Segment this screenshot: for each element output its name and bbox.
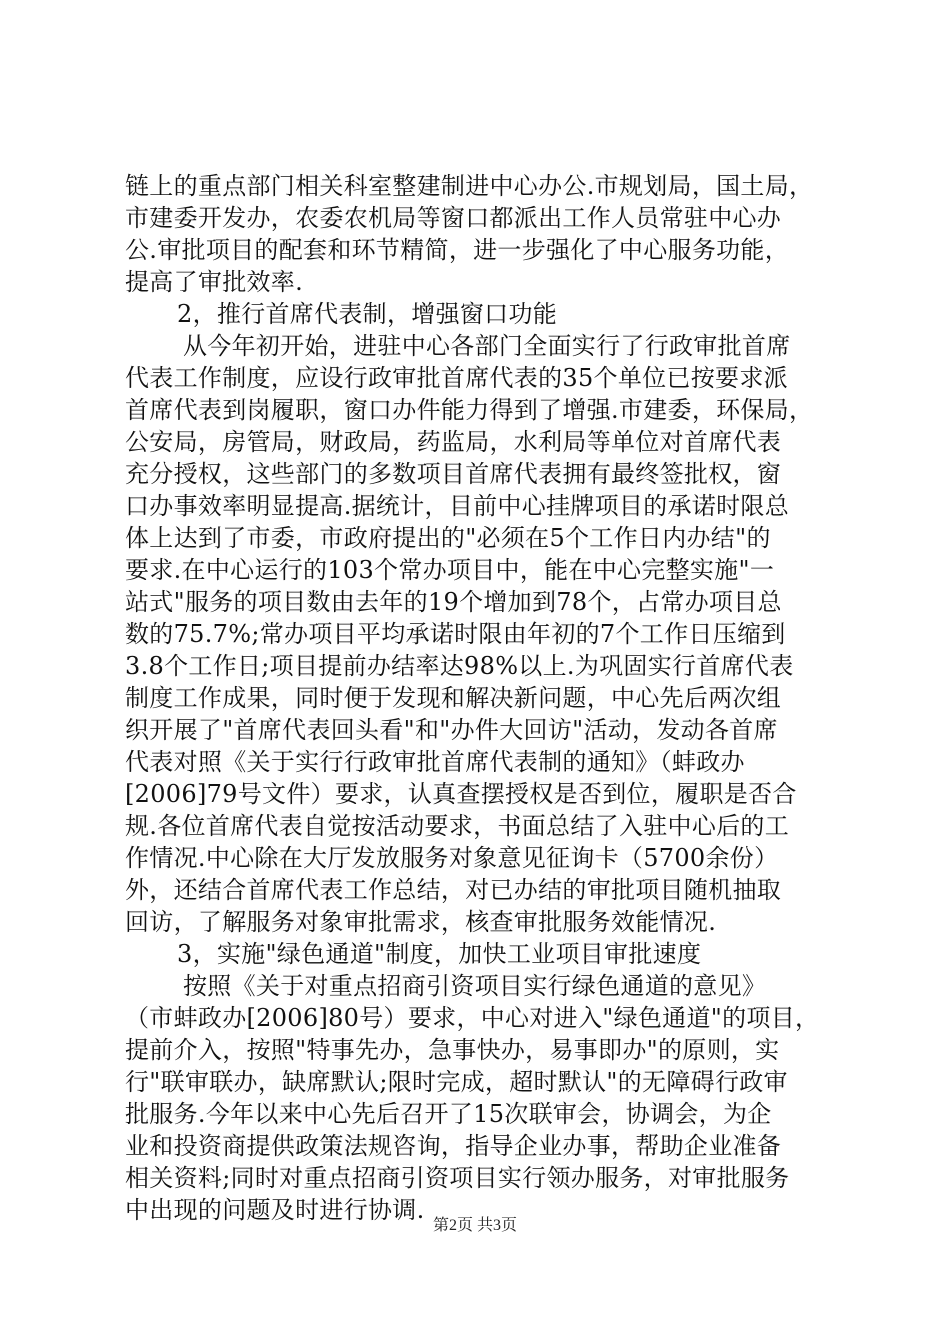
page-number-footer: 第2页 共3页 xyxy=(432,1217,517,1234)
text-line: 公安局，房管局，财政局，药监局，水利局等单位对首席代表 xyxy=(125,428,782,456)
text-line: 织开展了"首席代表回头看"和"办件大回访"活动，发动各首席 xyxy=(125,716,778,744)
text-line: 代表工作制度，应设行政审批首席代表的35个单位已按要求派 xyxy=(125,364,788,392)
text-line: 站式"服务的项目数由去年的19个增加到78个，占常办项目总 xyxy=(125,588,782,616)
text-line: [2006]79号文件）要求，认真查摆授权是否到位，履职是否合 xyxy=(125,780,797,808)
text-line: 提高了审批效率. xyxy=(125,268,304,296)
text-line: 提前介入，按照"特事先办，急事快办，易事即办"的原则，实 xyxy=(125,1036,780,1064)
paragraph-first-line: 按照《关于对重点招商引资项目实行绿色通道的意见》 xyxy=(183,972,767,1000)
text-line: 3.8个工作日;项目提前办结率达98%以上.为巩固实行首席代表 xyxy=(125,652,794,680)
section-heading: 2，推行首席代表制，增强窗口功能 xyxy=(177,300,558,328)
section-heading: 3，实施"绿色通道"制度，加快工业项目审批速度 xyxy=(177,940,702,968)
text-line: 行"联审联办，缺席默认;限时完成，超时默认"的无障碍行政审 xyxy=(125,1068,788,1096)
text-line: 充分授权，这些部门的多数项目首席代表拥有最终签批权，窗 xyxy=(125,460,782,488)
document-body xyxy=(125,170,835,1226)
text-line: 体上达到了市委，市政府提出的"必须在5个工作日内办结"的 xyxy=(125,524,771,552)
text-line: 公.审批项目的配套和环节精简，进一步强化了中心服务功能， xyxy=(125,236,790,264)
text-line: 口办事效率明显提高.据统计，目前中心挂牌项目的承诺时限总 xyxy=(125,492,790,520)
text-line: 批服务.今年以来中心先后召开了15次联审会，协调会，为企 xyxy=(125,1100,772,1128)
text-line: 相关资料;同时对重点招商引资项目实行领办服务，对审批服务 xyxy=(125,1164,790,1192)
text-line: 中出现的问题及时进行协调. xyxy=(125,1196,425,1224)
text-line: 要求.在中心运行的103个常办项目中，能在中心完整实施"一 xyxy=(125,556,775,584)
paragraph-first-line: 从今年初开始，进驻中心各部门全面实行了行政审批首席 xyxy=(183,332,791,360)
text-line: 代表对照《关于实行行政审批首席代表制的通知》（蚌政办 xyxy=(125,748,745,776)
text-line: 规.各位首席代表自觉按活动要求，书面总结了入驻中心后的工 xyxy=(125,812,790,840)
text-line: 作情况.中心除在大厅发放服务对象意见征询卡（5700余份） xyxy=(125,844,779,872)
text-line: 业和投资商提供政策法规咨询，指导企业办事，帮助企业准备 xyxy=(125,1132,782,1160)
text-line: 回访，了解服务对象审批需求，核查审批服务效能情况. xyxy=(125,908,717,936)
text-line: 市建委开发办，农委农机局等窗口都派出工作人员常驻中心办 xyxy=(125,204,782,232)
text-line: 首席代表到岗履职，窗口办件能力得到了增强.市建委，环保局， xyxy=(125,396,814,424)
text-line: 数的75.7%;常办项目平均承诺时限由年初的7个工作日压缩到 xyxy=(125,620,786,648)
text-line: （市蚌政办[2006]80号）要求，中心对进入"绿色通道"的项目， xyxy=(125,1004,820,1032)
text-line: 链上的重点部门相关科室整建制进中心办公.市规划局，国土局， xyxy=(125,172,814,200)
text-line: 外，还结合首席代表工作总结，对已办结的审批项目随机抽取 xyxy=(125,876,782,904)
text-line: 制度工作成果，同时便于发现和解决新问题，中心先后两次组 xyxy=(125,684,782,712)
